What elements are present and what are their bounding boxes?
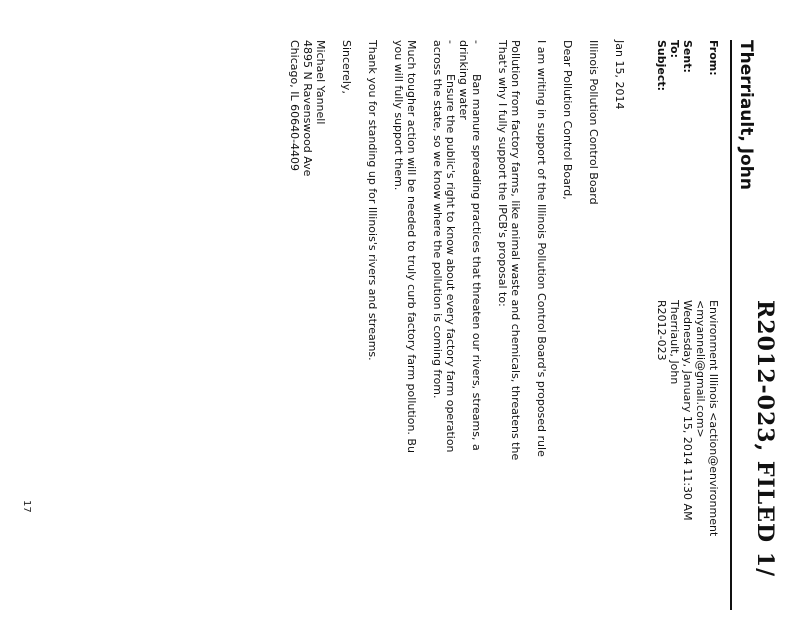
bullet-2-line-2: across the state, so we know where the pollution is coming from. [431, 40, 444, 399]
signature-address-1: 4895 N Ravenswood Ave [301, 40, 314, 177]
paragraph-4: Thank you for standing up for Illinois's rivers and streams. [366, 40, 379, 361]
paragraph-3-line-1: Much tougher action will be needed to truly curb factory farm pollution. Bu [405, 40, 418, 453]
bullet-1-line-2: drinking water [457, 40, 470, 120]
sent-value: Wednesday, January 15, 2014 11:30 AM [681, 300, 694, 521]
from-value: Environment Illinois <action@environment [707, 300, 720, 537]
bullet-1-mark: - [470, 40, 483, 44]
from-label: From: [707, 40, 720, 76]
sent-label: Sent: [681, 40, 694, 73]
header-divider [730, 40, 732, 610]
subject-value: R2012-023 [655, 300, 668, 361]
signature-name: Michael Yannell [314, 40, 327, 125]
letter-salutation: Dear Pollution Control Board, [561, 40, 574, 200]
paragraph-3-line-2: you will fully support them. [392, 40, 405, 191]
filing-stamp: R2012-023, FILED 1/ [752, 300, 778, 578]
bullet-2-line-1: Ensure the public's right to know about every factory farm operation [444, 74, 457, 453]
bullet-1-line-1: Ban manure spreading practices that threaten our rivers, streams, a [470, 74, 483, 451]
paragraph-2-line-1: Pollution from factory farms, like animal waste and chemicals, threatens the [509, 40, 522, 461]
subject-label: Subject: [655, 40, 668, 92]
signature-address-2: Chicago, IL 60640-4409 [288, 40, 301, 172]
from-email: <myanneli@gmail.com> [694, 300, 707, 438]
paragraph-1: I am writing in support of the Illinois Pollution Control Board's proposed rule [535, 40, 548, 457]
to-value: Therriault, John [668, 300, 681, 385]
page-number: 17 [21, 500, 32, 513]
sender-name: Therriault, John [736, 40, 756, 190]
bullet-2-mark: - [444, 40, 457, 44]
letter-date: Jan 15, 2014 [613, 40, 626, 110]
to-label: To: [668, 40, 681, 58]
paragraph-2-line-2: That's why I fully support the IPCB's proposal to: [496, 40, 509, 307]
letter-recipient: Illinois Pollution Control Board [587, 40, 600, 205]
closing: Sincerely, [340, 40, 353, 94]
